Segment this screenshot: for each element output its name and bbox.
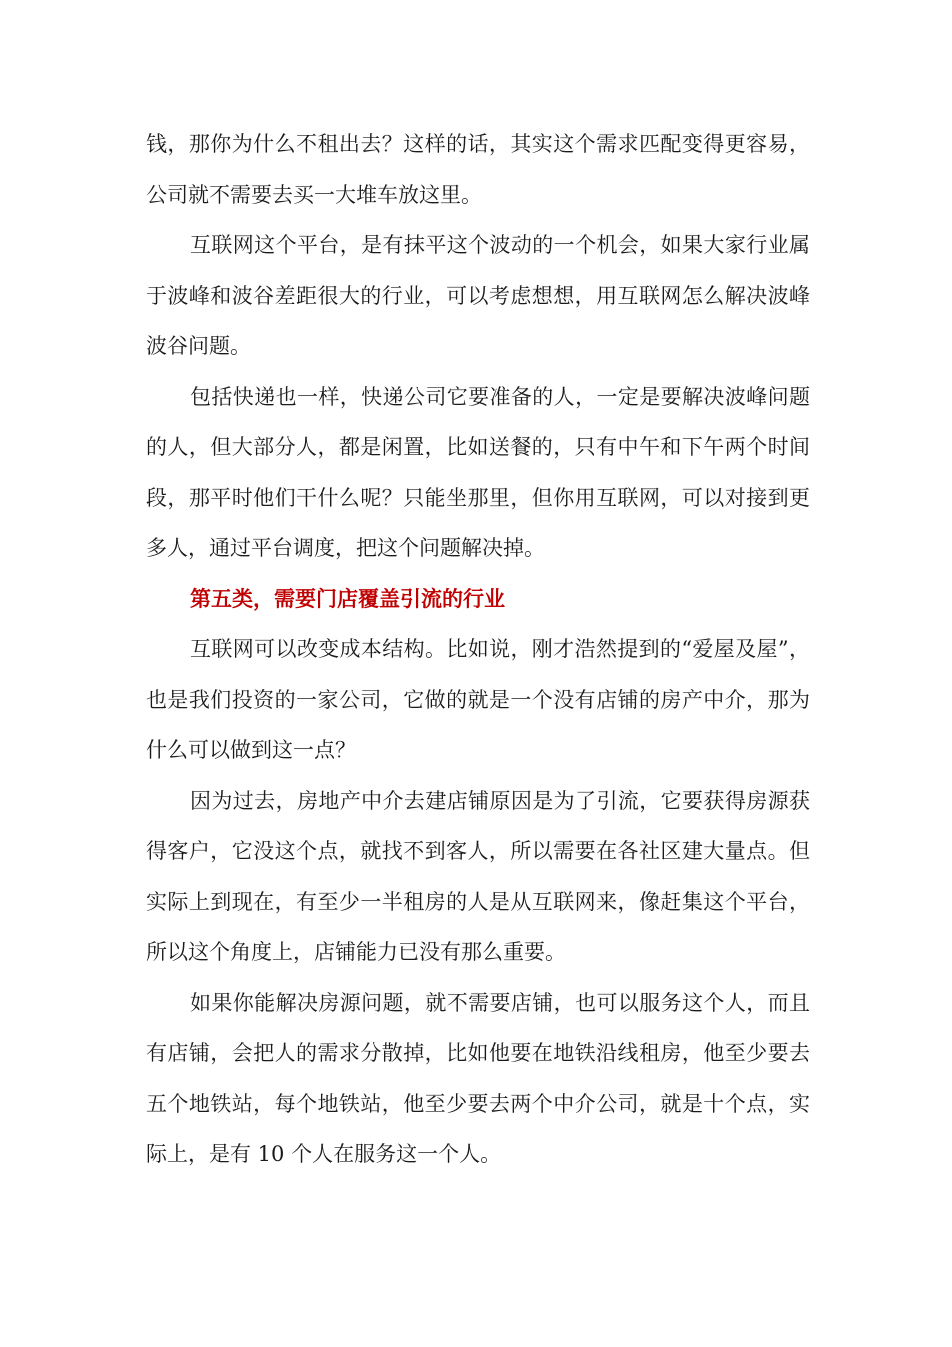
document-body <box>146 119 810 1180</box>
paragraph-continuation: 钱，那你为什么不租出去？这样的话，其实这个需求匹配变得更容易，公司就不需要去买一大堆车放这里。 <box>146 132 810 207</box>
paragraph-cost-structure: 互联网可以改变成本结构。比如说，刚才浩然提到的“爱屋及屋”，也是我们投资的一家公司，它做的就是一个没有店铺的房产中介，那为什么可以做到这一点？ <box>146 637 810 762</box>
paragraph-no-store-benefit: 如果你能解决房源问题，就不需要店铺，也可以服务这个人，而且有店铺，会把人的需求分散掉，比如他要在地铁沿线租房，他至少要去五个地铁站，每个地铁站，他至少要去两个中介公司，就是十个点，实际上，是有 10 个人在服务这一个人。 <box>146 990 810 1166</box>
paragraph-real-estate-history: 因为过去，房地产中介去建店铺原因是为了引流，它要获得房源获得客户，它没这个点，就找不到客人，所以需要在各社区建大量点。但实际上到现在，有至少一半租房的人是从互联网来，像赶集这个平台，所以这个角度上，店铺能力已没有那么重要。 <box>146 788 810 964</box>
section-heading: 第五类，需要门店覆盖引流的行业 <box>190 585 505 611</box>
paragraph-platform-smoothing: 互联网这个平台，是有抹平这个波动的一个机会，如果大家行业属于波峰和波谷差距很大的行业，可以考虑想想，用互联网怎么解决波峰波谷问题。 <box>146 233 810 358</box>
paragraph-courier-example: 包括快递也一样，快递公司它要准备的人，一定是要解决波峰问题的人，但大部分人，都是闲置，比如送餐的，只有中午和下午两个时间段，那平时他们干什么呢？只能坐那里，但你用互联网，可以对接到更多人，通过平台调度，把这个问题解决掉。 <box>146 384 810 560</box>
